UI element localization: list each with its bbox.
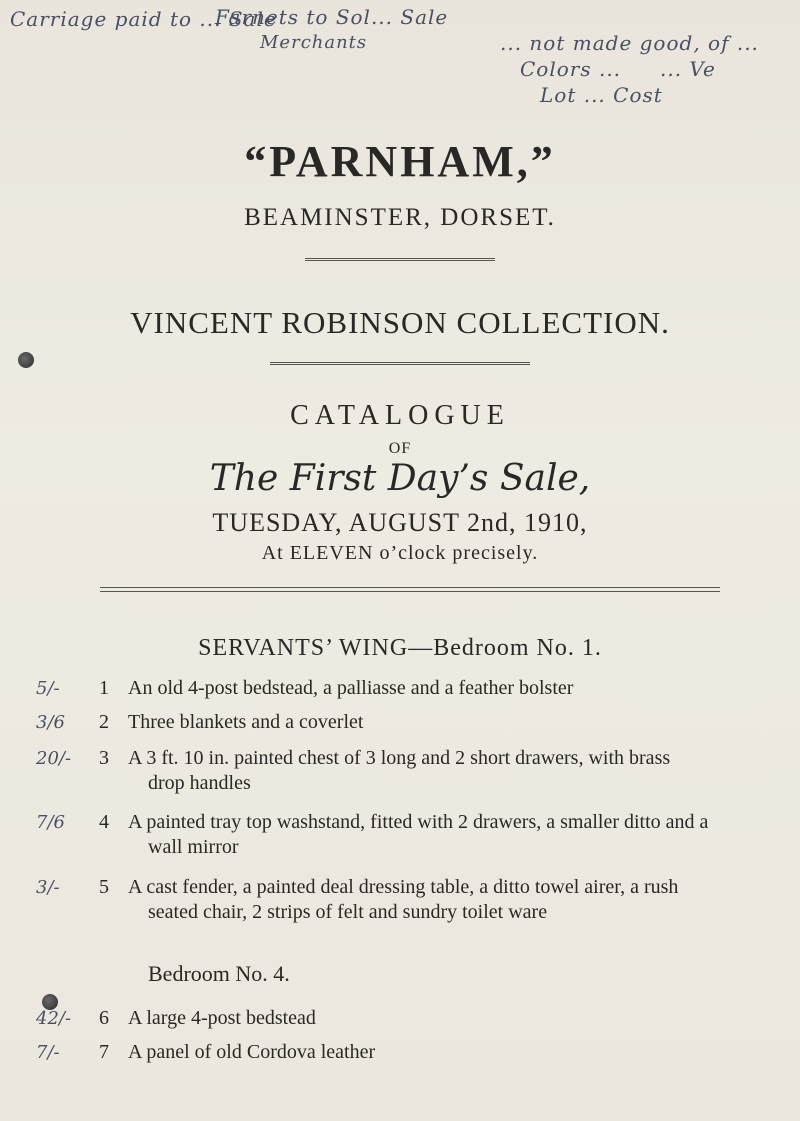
divider bbox=[100, 591, 720, 592]
lot-number: 7 bbox=[99, 1041, 109, 1063]
lot-number: 3 bbox=[99, 747, 109, 769]
sale-title: The First Day’s Sale, bbox=[209, 458, 591, 499]
lot-number: 5 bbox=[99, 876, 109, 898]
sale-date: TUESDAY, AUGUST 2nd, 1910, bbox=[212, 508, 588, 537]
divider bbox=[100, 587, 720, 588]
lot-number: 1 bbox=[99, 677, 109, 699]
lot-description: A 3 ft. 10 in. painted chest of 3 long and 2 short drawers, with brass bbox=[128, 747, 671, 769]
handwritten-note: ... Ve bbox=[660, 57, 716, 81]
handwritten-note: Lot ... Cost bbox=[540, 83, 663, 107]
divider bbox=[305, 258, 495, 261]
collection-title: VINCENT ROBINSON COLLECTION. bbox=[130, 305, 670, 340]
handwritten-note: Colors ... bbox=[520, 57, 622, 81]
lot-description: A cast fender, a painted deal dressing table, a ditto towel airer, a rush bbox=[128, 876, 679, 898]
lot-number: 2 bbox=[99, 711, 109, 733]
sale-time: At ELEVEN o’clock precisely. bbox=[261, 542, 539, 564]
lot-description: A painted tray top washstand, fitted with 2 drawers, a smaller ditto and a bbox=[128, 811, 709, 833]
price-mark: 5/- bbox=[36, 678, 60, 699]
handwritten-note: ... not made good, of ... bbox=[500, 31, 759, 55]
house-name: “PARNHAM,” bbox=[244, 137, 556, 186]
section-heading: SERVANTS’ WING—Bedroom No. 1. bbox=[198, 635, 602, 661]
price-mark: 3/6 bbox=[36, 712, 65, 733]
price-mark: 3/- bbox=[36, 877, 60, 898]
punch-hole bbox=[18, 352, 34, 368]
divider bbox=[270, 362, 530, 365]
location: BEAMINSTER, DORSET. bbox=[244, 204, 556, 231]
price-mark: 7/- bbox=[36, 1042, 60, 1063]
handwritten-note: Carriage paid to ... Sale bbox=[10, 7, 277, 31]
lot-description-continued: drop handles bbox=[148, 772, 251, 794]
lot-description: Three blankets and a coverlet bbox=[128, 711, 364, 733]
lot-description: A large 4-post bedstead bbox=[128, 1007, 316, 1029]
subsection-heading: Bedroom No. 4. bbox=[148, 961, 290, 986]
lot-description-continued: seated chair, 2 strips of felt and sundry toilet ware bbox=[148, 901, 548, 923]
lot-description-continued: wall mirror bbox=[148, 836, 239, 858]
lot-number: 4 bbox=[99, 811, 109, 833]
lot-description: A panel of old Cordova leather bbox=[128, 1041, 376, 1063]
handwritten-note: Farnets to Sol... Sale bbox=[215, 5, 449, 29]
of-text: OF bbox=[388, 440, 412, 457]
price-mark: 42/- bbox=[36, 1008, 72, 1029]
handwritten-notes bbox=[0, 0, 800, 110]
handwritten-note: Merchants bbox=[260, 32, 368, 53]
price-mark: 20/- bbox=[36, 748, 72, 769]
price-mark: 7/6 bbox=[36, 812, 65, 833]
lot-number: 6 bbox=[99, 1007, 109, 1029]
catalogue-title: CATALOGUE bbox=[290, 400, 510, 431]
lot-description: An old 4-post bedstead, a palliasse and a feather bolster bbox=[128, 677, 574, 699]
